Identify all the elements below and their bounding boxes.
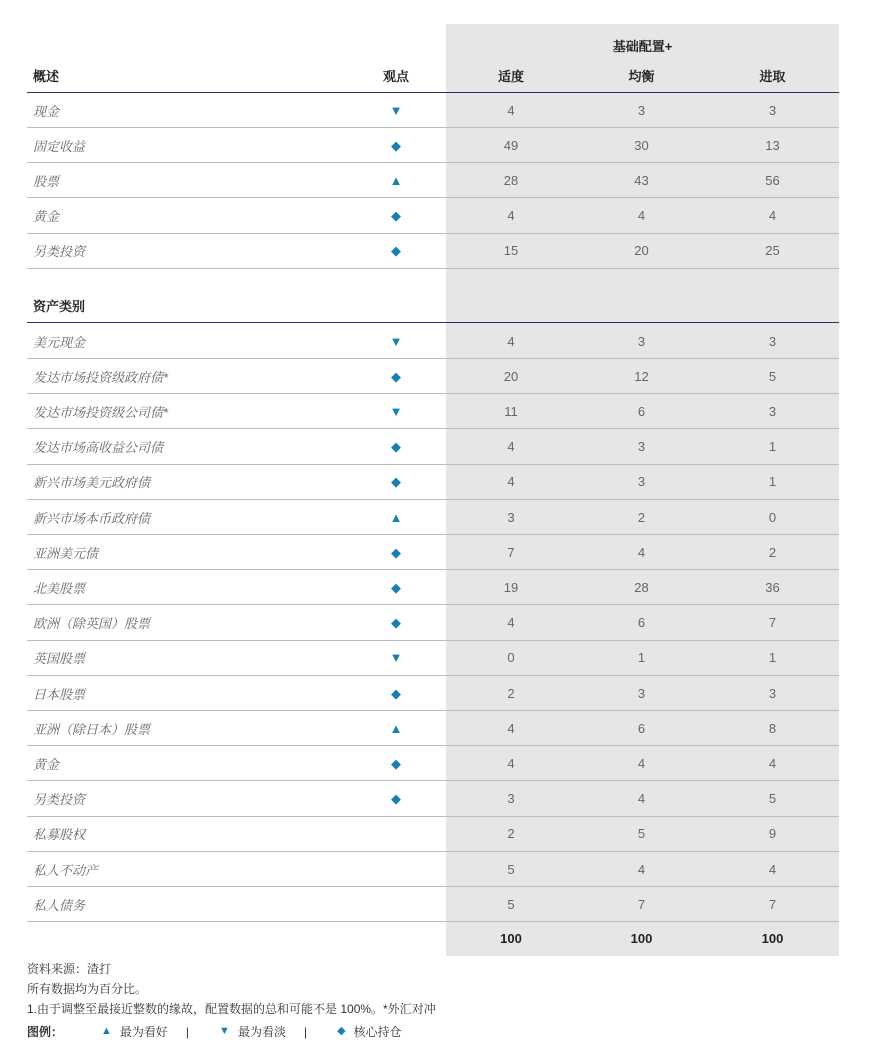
row-value-balanced: 4: [637, 791, 646, 807]
table-row: [27, 128, 839, 163]
table-row: [27, 711, 839, 746]
table-row: [27, 324, 839, 359]
row-value-balanced: 30: [634, 137, 649, 153]
triangle-down-icon: [390, 651, 403, 664]
row-value-balanced: 4: [637, 755, 646, 771]
table-row: [27, 782, 839, 817]
row-label: 黄金: [33, 756, 60, 772]
triangle-up-icon: [390, 174, 403, 187]
row-value-moderate: 3: [507, 509, 515, 525]
legend-separator: |: [185, 1024, 190, 1039]
triangle-down-icon: [390, 104, 403, 117]
row-value-moderate: 4: [507, 208, 515, 224]
row-value-aggressive: 3: [768, 333, 777, 349]
diamond-icon: [391, 440, 401, 453]
row-label: 私人债务: [33, 897, 86, 913]
row-label: 黄金: [33, 209, 60, 225]
table-row: [27, 234, 839, 269]
row-value-balanced: 7: [637, 896, 646, 912]
row-value-moderate: 2: [507, 685, 515, 701]
view-header: 观点: [382, 68, 409, 84]
total-aggressive: 100: [761, 931, 784, 946]
triangle-up-icon: [101, 1026, 112, 1037]
legend: [27, 1023, 402, 1040]
legend-bearish-label: 最为看淡: [237, 1025, 286, 1039]
row-value-aggressive: 13: [765, 137, 780, 153]
triangle-down-icon: [390, 335, 403, 348]
table-row: [27, 163, 839, 198]
row-label: 私人不动产: [33, 862, 99, 878]
table-row: [27, 676, 839, 711]
row-value-moderate: 4: [507, 439, 515, 455]
row-view: [367, 711, 425, 745]
row-label: 另类投资: [33, 792, 86, 808]
row-value-moderate: 4: [507, 333, 515, 349]
row-label: 亚洲美元债: [33, 545, 99, 561]
row-value-moderate: 4: [507, 615, 515, 631]
diamond-icon: [391, 757, 401, 770]
table-row: [27, 887, 839, 922]
row-label: 亚洲（除日本）股票: [33, 721, 151, 737]
row-value-aggressive: 1: [768, 439, 777, 455]
row-value-balanced: 28: [634, 579, 649, 595]
row-view: [367, 465, 425, 499]
row-label: 固定收益: [33, 138, 86, 154]
table-row: [27, 500, 839, 535]
diamond-icon: [337, 1026, 345, 1037]
table-row: [27, 641, 839, 676]
row-view: [367, 324, 425, 358]
row-label: 美元现金: [33, 334, 86, 350]
row-view: [367, 606, 425, 640]
triangle-up-icon: [390, 511, 403, 524]
table-row: [27, 535, 839, 570]
row-value-aggressive: 0: [768, 509, 777, 525]
table-row: [27, 465, 839, 500]
triangle-down-icon: [219, 1026, 230, 1037]
row-value-moderate: 49: [503, 137, 519, 153]
row-value-aggressive: 36: [765, 579, 780, 595]
row-value-aggressive: 4: [768, 208, 777, 224]
row-view: [367, 163, 425, 197]
row-label: 股票: [33, 173, 60, 189]
row-view: [367, 570, 425, 604]
row-value-moderate: 3: [507, 791, 515, 807]
diamond-icon: [391, 244, 401, 257]
table-row: [27, 746, 839, 781]
table-row: [27, 394, 839, 429]
diamond-icon: [391, 792, 401, 805]
row-view: [367, 746, 425, 780]
row-value-aggressive: 56: [765, 172, 780, 188]
rounding-note: 1.由于调整至最接近整数的缘故，配置数据的总和可能不是 100%。*外汇对冲: [27, 1002, 436, 1016]
row-value-aggressive: 8: [768, 720, 777, 736]
row-value-moderate: 15: [503, 243, 519, 259]
row-value-aggressive: 3: [768, 685, 777, 701]
legend-bullish-label: 最为看好: [119, 1025, 168, 1039]
row-value-aggressive: 7: [768, 896, 777, 912]
row-label: 现金: [33, 103, 60, 119]
diamond-icon: [391, 581, 401, 594]
row-value-balanced: 12: [634, 368, 649, 384]
diamond-icon: [391, 616, 401, 629]
row-view: [367, 234, 425, 268]
row-value-aggressive: 3: [768, 102, 777, 118]
row-value-balanced: 3: [637, 439, 646, 455]
row-value-balanced: 4: [637, 544, 646, 560]
row-value-moderate: 11: [504, 403, 518, 419]
row-value-balanced: 3: [637, 474, 646, 490]
row-label: 另类投资: [33, 244, 86, 260]
aggressive-header: 进取: [759, 68, 786, 84]
row-value-aggressive: 7: [768, 615, 777, 631]
row-view: [367, 430, 425, 464]
row-value-balanced: 6: [637, 615, 646, 631]
row-value-aggressive: 5: [768, 791, 777, 807]
row-value-aggressive: 4: [768, 755, 777, 771]
row-label: 发达市场投资级公司债*: [33, 404, 169, 420]
table-row: [27, 359, 839, 394]
asset-class-header-row: [27, 288, 839, 323]
diamond-icon: [391, 370, 401, 383]
row-value-aggressive: 2: [768, 544, 777, 560]
row-value-moderate: 2: [507, 826, 515, 842]
totals-row: [27, 921, 839, 956]
row-value-balanced: 20: [634, 243, 649, 259]
diamond-icon: [391, 546, 401, 559]
asset-class-header: 资产类别: [33, 298, 86, 314]
percent-note: 所有数据均为百分比。: [27, 982, 148, 996]
diamond-icon: [391, 687, 401, 700]
row-value-balanced: 3: [637, 685, 646, 701]
row-value-moderate: 4: [507, 720, 515, 736]
row-value-moderate: 4: [507, 755, 515, 771]
legend-key: 图例：: [27, 1025, 64, 1039]
row-label: 北美股票: [33, 580, 86, 596]
row-view: [367, 500, 425, 534]
overview-header: 概述: [33, 68, 60, 84]
row-label: 日本股票: [33, 686, 86, 702]
total-balanced: 100: [630, 931, 653, 946]
row-value-moderate: 20: [503, 368, 519, 384]
row-value-moderate: 5: [507, 861, 515, 877]
row-view: [367, 817, 425, 851]
row-value-moderate: 5: [507, 896, 515, 912]
row-label: 发达市场高收益公司债: [33, 440, 164, 456]
row-value-balanced: 2: [637, 509, 646, 525]
legend-bearish: [219, 1023, 286, 1040]
legend-core-label: 核心持仓: [353, 1025, 402, 1039]
table-row: [27, 606, 839, 641]
row-value-balanced: 1: [637, 650, 646, 666]
row-value-aggressive: 5: [768, 368, 777, 384]
row-label: 新兴市场本币政府债: [33, 510, 151, 526]
row-value-balanced: 5: [637, 826, 646, 842]
row-label: 欧洲（除英国）股票: [33, 616, 151, 632]
row-view: [367, 852, 425, 886]
balanced-header: 均衡: [628, 68, 655, 84]
group-header: 基础配置+: [612, 39, 673, 54]
source-note: 资料来源：渣打: [27, 962, 112, 976]
row-value-moderate: 4: [507, 102, 515, 118]
row-value-aggressive: 9: [768, 826, 777, 842]
table-row: [27, 852, 839, 887]
row-value-moderate: 28: [503, 172, 519, 188]
total-moderate: 100: [500, 931, 522, 946]
row-value-balanced: 6: [637, 720, 646, 736]
row-value-moderate: 7: [507, 544, 515, 560]
table-row: [27, 430, 839, 465]
legend-core: [337, 1023, 401, 1040]
row-label: 私募股权: [33, 827, 86, 843]
row-value-moderate: 0: [507, 650, 515, 666]
row-value-moderate: 19: [503, 579, 519, 595]
row-view: [367, 535, 425, 569]
row-view: [367, 641, 425, 675]
row-view: [367, 676, 425, 710]
table-row: [27, 199, 839, 234]
table-row: [27, 570, 839, 605]
row-value-balanced: 6: [637, 403, 646, 419]
legend-separator: |: [303, 1024, 308, 1039]
row-value-aggressive: 1: [768, 474, 777, 490]
row-value-aggressive: 4: [768, 861, 777, 877]
triangle-up-icon: [390, 722, 403, 735]
moderate-header: 适度: [497, 68, 524, 84]
row-view: [367, 887, 425, 921]
diamond-icon: [391, 209, 401, 222]
row-view: [367, 782, 425, 816]
row-view: [367, 93, 425, 127]
row-value-moderate: 4: [507, 474, 515, 490]
row-label: 新兴市场美元政府债: [33, 475, 151, 491]
row-value-aggressive: 25: [765, 243, 780, 259]
row-label: 发达市场投资级政府债*: [33, 369, 169, 385]
row-view: [367, 199, 425, 233]
row-value-balanced: 4: [637, 861, 646, 877]
row-view: [367, 359, 425, 393]
row-value-balanced: 43: [634, 172, 649, 188]
table-row: [27, 817, 839, 852]
row-value-aggressive: 1: [768, 650, 777, 666]
triangle-down-icon: [390, 405, 403, 418]
row-view: [367, 394, 425, 428]
column-header-row: [27, 58, 839, 93]
diamond-icon: [391, 475, 401, 488]
row-value-balanced: 4: [637, 208, 646, 224]
row-view: [367, 128, 425, 162]
diamond-icon: [391, 139, 401, 152]
row-value-aggressive: 3: [768, 403, 777, 419]
row-label: 英国股票: [33, 651, 86, 667]
legend-bullish: [101, 1023, 168, 1040]
table-row: [27, 93, 839, 128]
row-value-balanced: 3: [637, 102, 646, 118]
row-value-balanced: 3: [637, 333, 646, 349]
